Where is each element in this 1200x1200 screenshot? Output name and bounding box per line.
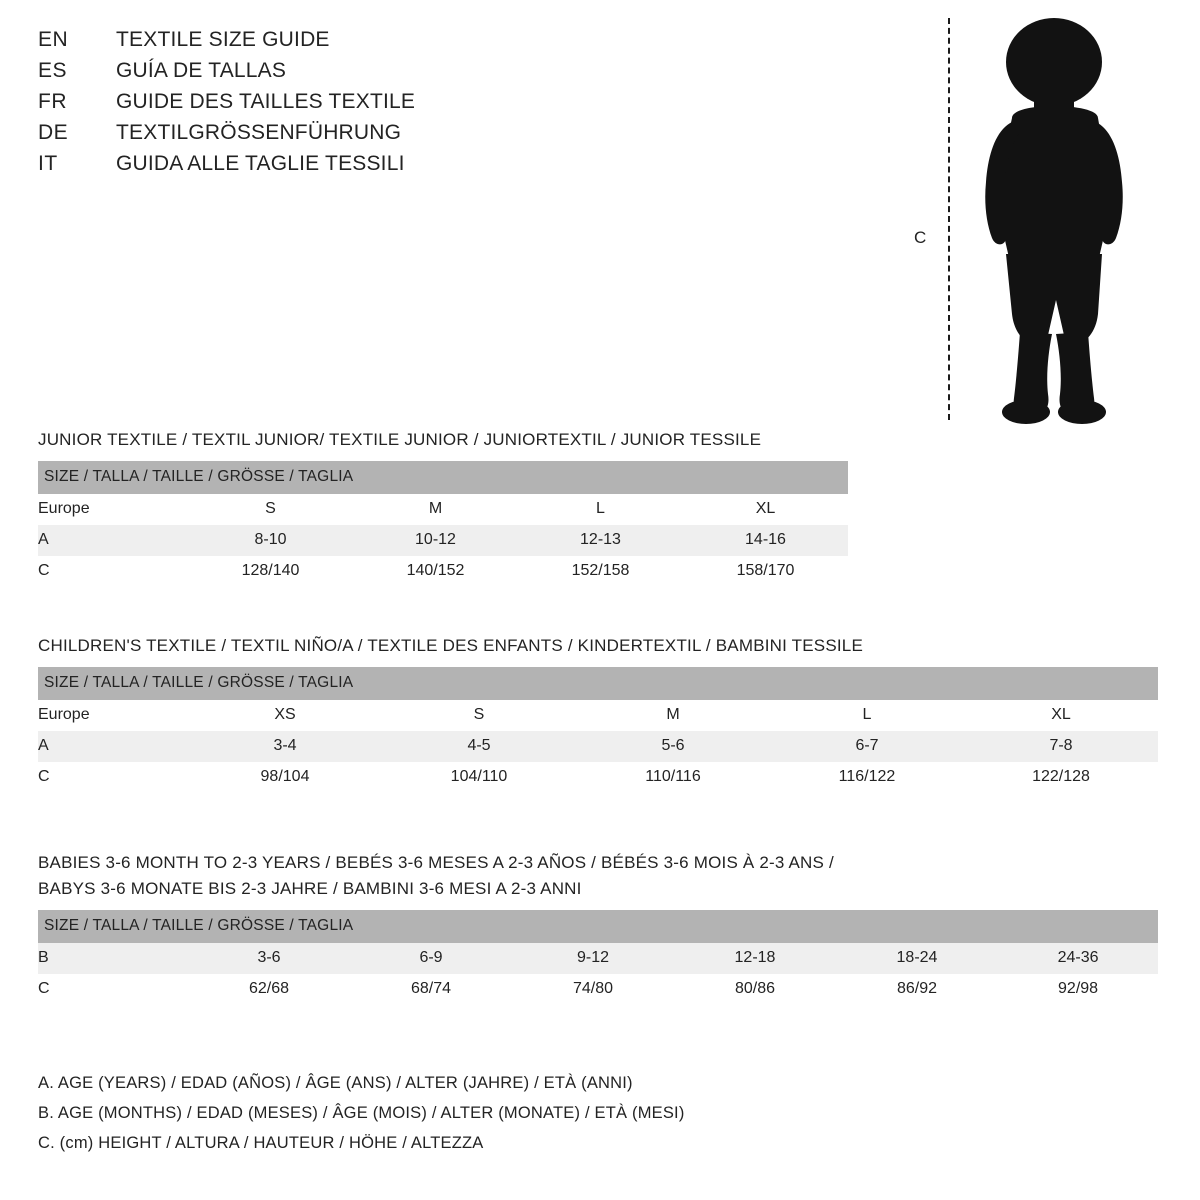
babies-size-table	[38, 910, 1158, 1005]
language-code: DE	[38, 121, 69, 144]
row-label: Europe	[38, 700, 188, 731]
table-row	[38, 525, 848, 556]
cell: 128/140	[188, 556, 353, 587]
section-title-line1: BABIES 3-6 MONTH TO 2-3 YEARS / BEBÉS 3-6 MESES A 2-3 AÑOS / BÉBÉS 3-6 MOIS À 2-3 ANS /	[38, 853, 834, 872]
table-row	[38, 700, 1158, 731]
row-label: A	[38, 525, 188, 556]
cell: 104/110	[382, 762, 576, 793]
cell: 14-16	[683, 525, 848, 556]
language-code: IT	[38, 152, 58, 175]
row-label: C	[38, 556, 188, 587]
row-label: A	[38, 731, 188, 762]
table-row	[38, 943, 1158, 974]
height-measure-label: C	[914, 228, 927, 247]
cell: L	[770, 700, 964, 731]
cell: 110/116	[576, 762, 770, 793]
language-row	[38, 28, 658, 59]
language-title: GUÍA DE TALLAS	[116, 59, 287, 82]
table-row	[38, 762, 1158, 793]
table-band-row	[38, 667, 1158, 700]
table-band-row	[38, 910, 1158, 943]
row-label: B	[38, 943, 188, 974]
cell: 74/80	[512, 974, 674, 1005]
cell: 86/92	[836, 974, 998, 1005]
children-size-table	[38, 667, 1158, 793]
section-title: JUNIOR TEXTILE / TEXTIL JUNIOR/ TEXTILE JUNIOR / JUNIORTEXTIL / JUNIOR TESSILE	[38, 430, 762, 449]
table-band-label: SIZE / TALLA / TAILLE / GRÖSSE / TAGLIA	[38, 667, 1158, 700]
cell: 158/170	[683, 556, 848, 587]
cell: 152/158	[518, 556, 683, 587]
cell: 7-8	[964, 731, 1158, 762]
section-junior	[38, 430, 848, 587]
row-label: Europe	[38, 494, 188, 525]
language-row	[38, 90, 658, 121]
table-band-label: SIZE / TALLA / TAILLE / GRÖSSE / TAGLIA	[38, 910, 1158, 943]
toddler-silhouette-icon	[956, 14, 1156, 426]
child-silhouette-figure	[900, 10, 1160, 430]
section-babies	[38, 853, 1158, 1005]
row-label: C	[38, 762, 188, 793]
cell: 140/152	[353, 556, 518, 587]
cell: 8-10	[188, 525, 353, 556]
language-title: TEXTILGRÖSSENFÜHRUNG	[116, 121, 402, 144]
legend-note-a: A. AGE (YEARS) / EDAD (AÑOS) / ÂGE (ANS) / ALTER (JAHRE) / ETÀ (ANNI)	[38, 1074, 633, 1092]
legend-notes	[38, 1068, 685, 1158]
language-code: FR	[38, 90, 67, 113]
language-title: TEXTILE SIZE GUIDE	[116, 28, 330, 51]
cell: 10-12	[353, 525, 518, 556]
cell: 12-13	[518, 525, 683, 556]
height-dashed-line	[948, 18, 950, 420]
cell: XL	[683, 494, 848, 525]
legend-note-b: B. AGE (MONTHS) / EDAD (MESES) / ÂGE (MOIS) / ALTER (MONATE) / ETÀ (MESI)	[38, 1104, 685, 1122]
cell: XL	[964, 700, 1158, 731]
cell: 4-5	[382, 731, 576, 762]
table-row	[38, 494, 848, 525]
legend-note-c: C. (cm) HEIGHT / ALTURA / HAUTEUR / HÖHE / ALTEZZA	[38, 1134, 484, 1152]
language-code: EN	[38, 28, 69, 51]
cell: 9-12	[512, 943, 674, 974]
cell: XS	[188, 700, 382, 731]
cell: 3-6	[188, 943, 350, 974]
cell: 6-9	[350, 943, 512, 974]
language-row	[38, 152, 658, 183]
section-title-line2: BABYS 3-6 MONATE BIS 2-3 JAHRE / BAMBINI 3-6 MESI A 2-3 ANNI	[38, 879, 582, 898]
section-title	[38, 853, 1158, 899]
table-row	[38, 731, 1158, 762]
cell: 116/122	[770, 762, 964, 793]
cell: 6-7	[770, 731, 964, 762]
cell: 5-6	[576, 731, 770, 762]
cell: S	[382, 700, 576, 731]
row-label: C	[38, 974, 188, 1005]
cell: S	[188, 494, 353, 525]
section-title: CHILDREN'S TEXTILE / TEXTIL NIÑO/A / TEXTILE DES ENFANTS / KINDERTEXTIL / BAMBINI TESSILE	[38, 636, 863, 655]
language-row	[38, 59, 658, 90]
cell: 24-36	[998, 943, 1158, 974]
cell: 80/86	[674, 974, 836, 1005]
table-band-label: SIZE / TALLA / TAILLE / GRÖSSE / TAGLIA	[38, 461, 848, 494]
cell: 98/104	[188, 762, 382, 793]
language-row	[38, 121, 658, 152]
junior-size-table	[38, 461, 848, 587]
cell: 122/128	[964, 762, 1158, 793]
cell: 68/74	[350, 974, 512, 1005]
cell: 18-24	[836, 943, 998, 974]
section-children	[38, 636, 1158, 793]
cell: 3-4	[188, 731, 382, 762]
cell: M	[353, 494, 518, 525]
table-row	[38, 974, 1158, 1005]
language-code: ES	[38, 59, 68, 82]
language-title-block	[38, 28, 658, 183]
cell: 92/98	[998, 974, 1158, 1005]
cell: M	[576, 700, 770, 731]
table-band-row	[38, 461, 848, 494]
cell: 12-18	[674, 943, 836, 974]
cell: L	[518, 494, 683, 525]
language-title: GUIDA ALLE TAGLIE TESSILI	[116, 152, 405, 175]
cell: 62/68	[188, 974, 350, 1005]
language-title: GUIDE DES TAILLES TEXTILE	[116, 90, 416, 113]
table-row	[38, 556, 848, 587]
